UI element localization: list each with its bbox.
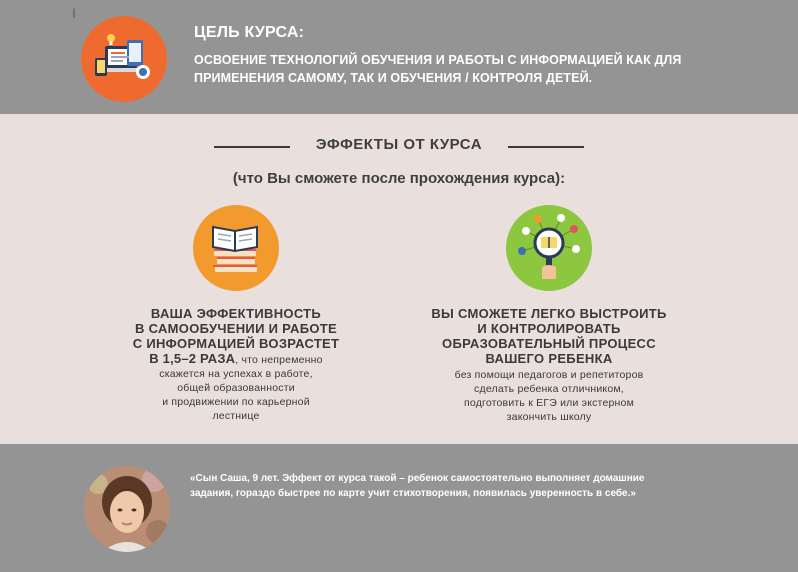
magnifier-book-icon bbox=[506, 205, 592, 291]
effect-1-title-line: С ИНФОРМАЦИЕЙ ВОЗРАСТЕТ bbox=[132, 336, 340, 351]
effect-1-title-line: В САМООБУЧЕНИИ И РАБОТЕ bbox=[135, 321, 337, 336]
person-avatar bbox=[84, 466, 170, 552]
effect-1-text bbox=[110, 352, 362, 423]
divider-right bbox=[508, 146, 584, 148]
effects-heading-row bbox=[0, 136, 798, 158]
course-goal-text: ОСВОЕНИЕ ТЕХНОЛОГИЙ ОБУЧЕНИЯ И РАБОТЫ С ИНФОРМАЦИЕЙ КАК ДЛЯ ПРИМЕНЕНИЯ САМОМУ, ТАК И ОБУЧЕНИЯ / КОНТРОЛЯ ДЕТЕЙ. bbox=[194, 53, 682, 85]
books-icon bbox=[193, 205, 279, 291]
effect-1-title bbox=[110, 306, 362, 351]
effect-1-text-lead: , что непременно bbox=[235, 354, 323, 366]
effect-2-text-line: подготовить к ЕГЭ или экстерном bbox=[464, 397, 634, 409]
effect-2-text-line: без помощи педагогов и репетиторов bbox=[454, 369, 644, 381]
effect-1-emphasis: В 1,5–2 РАЗА bbox=[149, 351, 236, 366]
effects-heading: ЭФФЕКТЫ ОТ КУРСА bbox=[315, 136, 483, 153]
learning-devices-icon bbox=[81, 16, 167, 102]
effect-2-title bbox=[424, 306, 674, 366]
effect-2-title-line: ОБРАЗОВАТЕЛЬНЫЙ ПРОЦЕСС bbox=[442, 336, 656, 351]
effect-2-title-line: ВАШЕГО РЕБЕНКА bbox=[485, 351, 613, 366]
course-goal-title: ЦЕЛЬ КУРСА: bbox=[194, 24, 305, 41]
effect-2-text-line: сделать ребенка отличником, bbox=[474, 383, 624, 395]
effect-1-text-line: общей образованности bbox=[177, 382, 295, 394]
effect-1-text-line: лестнице bbox=[212, 410, 260, 422]
effect-1-title-line: ВАША ЭФФЕКТИВНОСТЬ bbox=[150, 306, 322, 321]
effect-2-title-line: И КОНТРОЛИРОВАТЬ bbox=[477, 321, 621, 336]
testimonial-quote: «Сын Саша, 9 лет. Эффект от курса такой – ребенок самостоятельно выполняет домашние задания, гораздо быстрее по карте учит стихотворения, появилась уверенность в себе.» bbox=[190, 473, 645, 499]
text-cursor-icon: I bbox=[72, 5, 76, 21]
effect-2-text-line: закончить школу bbox=[506, 411, 592, 423]
effect-2-text bbox=[424, 368, 674, 424]
effects-subheading: (что Вы сможете после прохождения курса): bbox=[232, 170, 566, 187]
effect-1-text-line: скажется на успехах в работе, bbox=[159, 368, 313, 380]
effect-2-title-line: ВЫ СМОЖЕТЕ ЛЕГКО ВЫСТРОИТЬ bbox=[431, 306, 667, 321]
effect-1-text-line: и продвижении по карьерной bbox=[162, 396, 310, 408]
